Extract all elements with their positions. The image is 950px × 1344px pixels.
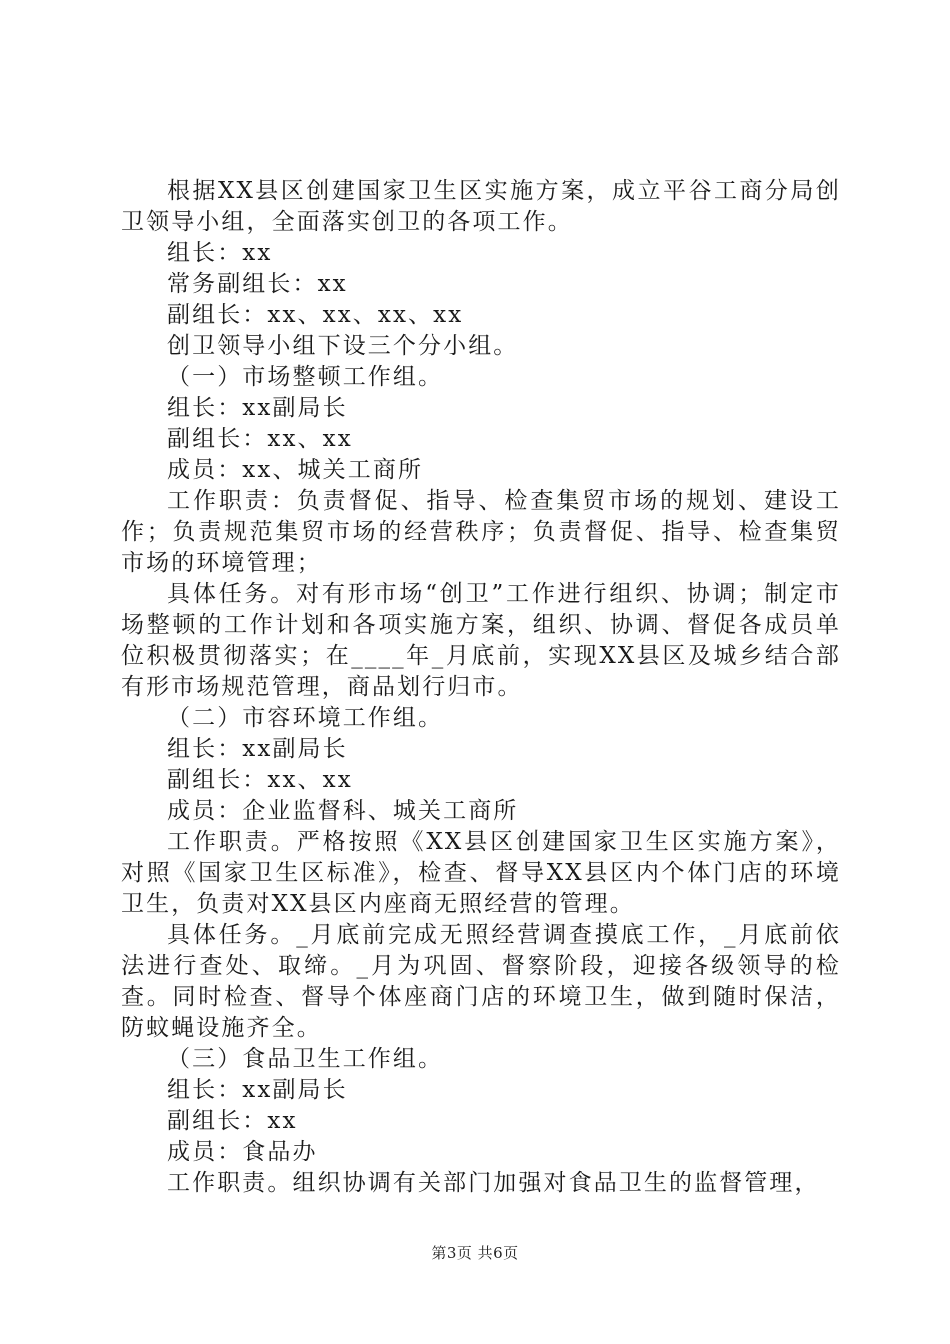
paragraph: 成员：食品办 bbox=[167, 1139, 318, 1165]
section-heading: （一）市场整顿工作组。 bbox=[167, 364, 444, 390]
document-body bbox=[121, 176, 841, 1199]
paragraph: 根据XX县区创建国家卫生区实施方案，成立平谷工商分局创卫领导小组，全面落实创卫的各项工作。 bbox=[121, 178, 841, 235]
paragraph: 组长：xx副局长 bbox=[167, 1077, 348, 1103]
paragraph: 副组长：xx、xx bbox=[167, 426, 353, 452]
paragraph: 成员：企业监督科、城关工商所 bbox=[167, 798, 519, 824]
paragraph: 工作职责：负责督促、指导、检查集贸市场的规划、建设工作；负责规范集贸市场的经营秩序；负责督促、指导、检查集贸市场的环境管理； bbox=[121, 488, 841, 576]
paragraph: 副组长：xx、xx bbox=[167, 767, 353, 793]
paragraph: 创卫领导小组下设三个分小组。 bbox=[167, 333, 519, 359]
paragraph: 具体任务。对有形市场“创卫”工作进行组织、协调；制定市场整顿的工作计划和各项实施方案，组织、协调、督促各成员单位积极贯彻落实；在____年_月底前，实现XX县区及城乡结合部有形市场规范管理，商品划行归市。 bbox=[121, 581, 841, 700]
paragraph: 成员：xx、城关工商所 bbox=[167, 457, 424, 483]
paragraph: 副组长：xx、xx、xx、xx bbox=[167, 302, 464, 328]
paragraph: 组长：xx副局长 bbox=[167, 736, 348, 762]
page-number: 第3页 共6页 bbox=[431, 1244, 519, 1262]
paragraph: 具体任务。_月底前完成无照经营调查摸底工作，_月底前依法进行查处、取缔。_月为巩固、督察阶段，迎接各级领导的检查。同时检查、督导个体座商门店的环境卫生，做到随时保洁，防蚊蝇设施齐全。 bbox=[121, 922, 841, 1041]
section-heading: （二）市容环境工作组。 bbox=[167, 705, 444, 731]
section-heading: （三）食品卫生工作组。 bbox=[167, 1046, 444, 1072]
paragraph: 工作职责。严格按照《XX县区创建国家卫生区实施方案》，对照《国家卫生区标准》，检查、督导XX县区内个体门店的环境卫生，负责对XX县区内座商无照经营的管理。 bbox=[121, 829, 841, 917]
paragraph: 副组长：xx bbox=[167, 1108, 298, 1134]
paragraph: 组长：xx副局长 bbox=[167, 395, 348, 421]
paragraph: 工作职责。组织协调有关部门加强对食品卫生的监督管理， bbox=[167, 1170, 820, 1196]
paragraph: 常务副组长：xx bbox=[167, 271, 348, 297]
paragraph: 组长：xx bbox=[167, 240, 273, 266]
